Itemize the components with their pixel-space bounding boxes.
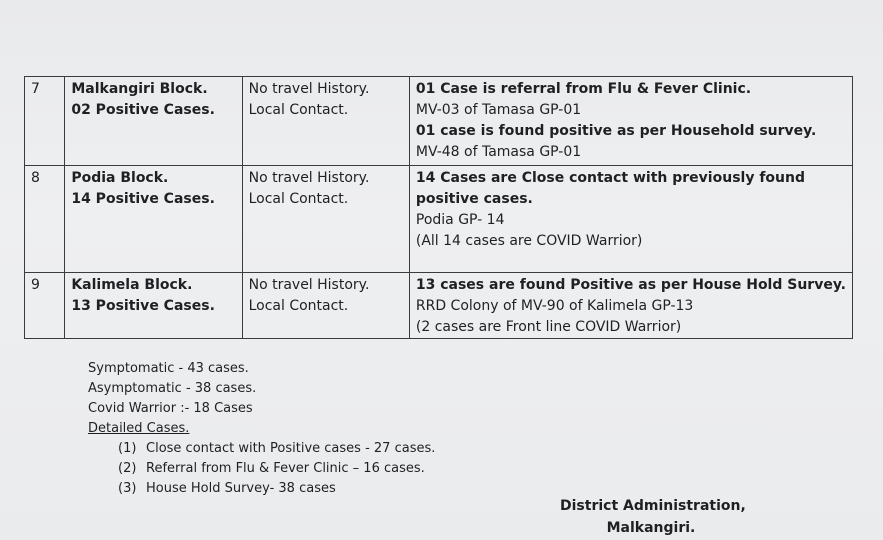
positive-count: 14 Positive Cases. — [71, 191, 215, 207]
row-number: 7 — [25, 77, 65, 166]
case-summary — [88, 359, 435, 499]
block-name: Podia Block. — [71, 170, 169, 186]
travel-history: No travel History. — [248, 277, 370, 293]
cases-table — [24, 76, 853, 339]
details-cell — [409, 77, 852, 166]
block-cell — [65, 273, 242, 339]
travel-cell — [242, 273, 409, 339]
detail-line: Podia GP- 14 — [415, 212, 505, 228]
list-number: (3) — [118, 481, 137, 496]
travel-history: No travel History. — [248, 170, 370, 186]
row-number: 8 — [25, 166, 65, 273]
row-number: 9 — [25, 273, 65, 339]
table-row — [25, 166, 853, 273]
list-text: House Hold Survey- 38 cases — [146, 481, 336, 496]
signature-line: District Administration, — [560, 498, 746, 514]
list-number: (2) — [118, 461, 137, 476]
detail-line: positive cases. — [415, 191, 533, 207]
detail-line: 01 case is found positive as per Household survey. — [415, 123, 817, 139]
list-item — [118, 459, 435, 479]
detail-line: RRD Colony of MV-90 of Kalimela GP-13 — [415, 298, 694, 314]
detailed-cases-list — [118, 439, 435, 499]
contact-type: Local Contact. — [248, 102, 349, 118]
detail-line: 14 Cases are Close contact with previously found — [415, 170, 805, 186]
asymptomatic-count: Asymptomatic - 38 cases. — [88, 381, 257, 396]
signature-block — [560, 495, 746, 539]
covid-warrior-count: Covid Warrior :- 18 Cases — [88, 401, 253, 416]
details-cell — [409, 166, 852, 273]
detail-line: MV-48 of Tamasa GP-01 — [415, 144, 582, 160]
detail-line: (All 14 cases are COVID Warrior) — [415, 233, 643, 249]
detail-line: 13 cases are found Positive as per House Hold Survey. — [415, 277, 846, 293]
detail-line: (2 cases are Front line COVID Warrior) — [415, 319, 682, 335]
list-item — [118, 479, 435, 499]
list-text: Referral from Flu & Fever Clinic – 16 cases. — [146, 461, 425, 476]
list-number: (1) — [118, 441, 137, 456]
travel-cell — [242, 166, 409, 273]
list-text: Close contact with Positive cases - 27 cases. — [146, 441, 436, 456]
block-cell — [65, 166, 242, 273]
travel-history: No travel History. — [248, 81, 370, 97]
detail-line: 01 Case is referral from Flu & Fever Clinic. — [415, 81, 752, 97]
contact-type: Local Contact. — [248, 191, 349, 207]
block-name: Malkangiri Block. — [71, 81, 208, 97]
table-row — [25, 77, 853, 166]
block-name: Kalimela Block. — [71, 277, 193, 293]
list-item — [118, 439, 435, 459]
details-cell — [409, 273, 852, 339]
detailed-cases-heading: Detailed Cases. — [88, 421, 190, 436]
contact-type: Local Contact. — [248, 298, 349, 314]
table-row — [25, 273, 853, 339]
block-cell — [65, 77, 242, 166]
detail-line: MV-03 of Tamasa GP-01 — [415, 102, 582, 118]
travel-cell — [242, 77, 409, 166]
positive-count: 13 Positive Cases. — [71, 298, 215, 314]
symptomatic-count: Symptomatic - 43 cases. — [88, 361, 249, 376]
signature-line: Malkangiri. — [606, 520, 696, 536]
positive-count: 02 Positive Cases. — [71, 102, 215, 118]
